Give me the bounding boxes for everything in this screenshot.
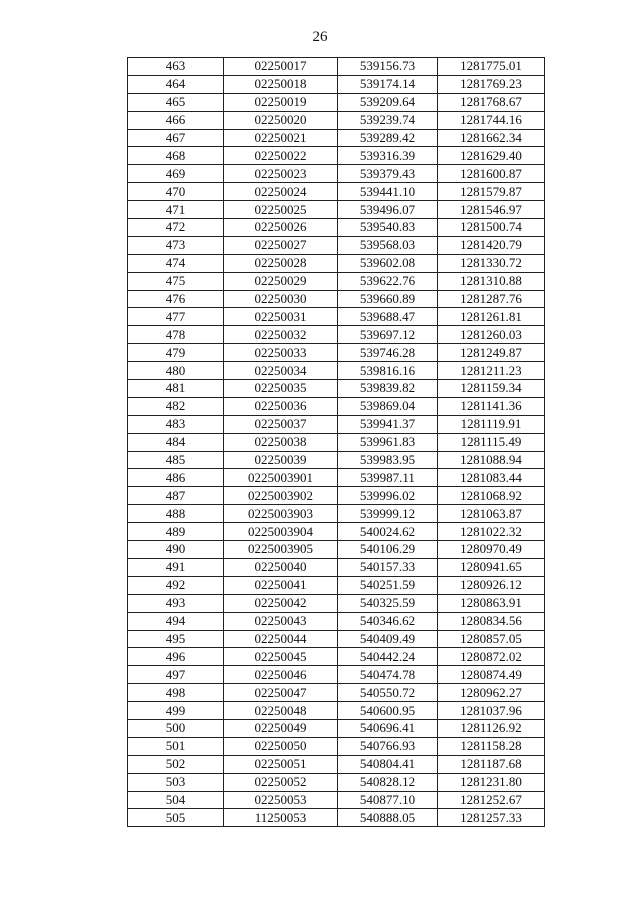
y-coordinate-cell: 1281037.96 bbox=[438, 702, 545, 720]
x-coordinate-cell: 539622.76 bbox=[338, 272, 438, 290]
x-coordinate-cell: 539239.74 bbox=[338, 111, 438, 129]
point-id-cell: 02250043 bbox=[224, 612, 338, 630]
y-coordinate-cell: 1281261.81 bbox=[438, 308, 545, 326]
row-number-cell: 499 bbox=[128, 702, 224, 720]
x-coordinate-cell: 539987.11 bbox=[338, 469, 438, 487]
y-coordinate-cell: 1280962.27 bbox=[438, 684, 545, 702]
y-coordinate-cell: 1281211.23 bbox=[438, 362, 545, 380]
row-number-cell: 481 bbox=[128, 380, 224, 398]
x-coordinate-cell: 539816.16 bbox=[338, 362, 438, 380]
table-row bbox=[128, 58, 545, 76]
y-coordinate-cell: 1281768.67 bbox=[438, 93, 545, 111]
row-number-cell: 497 bbox=[128, 666, 224, 684]
y-coordinate-cell: 1281252.67 bbox=[438, 791, 545, 809]
y-coordinate-cell: 1281141.36 bbox=[438, 397, 545, 415]
point-id-cell: 02250041 bbox=[224, 576, 338, 594]
row-number-cell: 501 bbox=[128, 737, 224, 755]
table-row bbox=[128, 165, 545, 183]
table-body bbox=[128, 58, 545, 827]
row-number-cell: 475 bbox=[128, 272, 224, 290]
x-coordinate-cell: 539289.42 bbox=[338, 129, 438, 147]
point-id-cell: 02250018 bbox=[224, 75, 338, 93]
row-number-cell: 470 bbox=[128, 183, 224, 201]
y-coordinate-cell: 1281115.49 bbox=[438, 433, 545, 451]
table-row bbox=[128, 541, 545, 559]
table-row bbox=[128, 469, 545, 487]
row-number-cell: 489 bbox=[128, 523, 224, 541]
table-row bbox=[128, 523, 545, 541]
row-number-cell: 486 bbox=[128, 469, 224, 487]
x-coordinate-cell: 539496.07 bbox=[338, 201, 438, 219]
table-row bbox=[128, 791, 545, 809]
point-id-cell: 02250021 bbox=[224, 129, 338, 147]
x-coordinate-cell: 539869.04 bbox=[338, 397, 438, 415]
x-coordinate-cell: 540442.24 bbox=[338, 648, 438, 666]
point-id-cell: 02250020 bbox=[224, 111, 338, 129]
row-number-cell: 504 bbox=[128, 791, 224, 809]
table-row bbox=[128, 505, 545, 523]
table-row bbox=[128, 290, 545, 308]
row-number-cell: 477 bbox=[128, 308, 224, 326]
point-id-cell: 02250053 bbox=[224, 791, 338, 809]
row-number-cell: 492 bbox=[128, 576, 224, 594]
point-id-cell: 02250025 bbox=[224, 201, 338, 219]
y-coordinate-cell: 1281187.68 bbox=[438, 755, 545, 773]
table-row bbox=[128, 415, 545, 433]
table-row bbox=[128, 719, 545, 737]
table-row bbox=[128, 380, 545, 398]
point-id-cell: 02250017 bbox=[224, 58, 338, 76]
y-coordinate-cell: 1281662.34 bbox=[438, 129, 545, 147]
x-coordinate-cell: 540804.41 bbox=[338, 755, 438, 773]
point-id-cell: 02250036 bbox=[224, 397, 338, 415]
y-coordinate-cell: 1281088.94 bbox=[438, 451, 545, 469]
point-id-cell: 02250048 bbox=[224, 702, 338, 720]
row-number-cell: 471 bbox=[128, 201, 224, 219]
row-number-cell: 476 bbox=[128, 290, 224, 308]
row-number-cell: 466 bbox=[128, 111, 224, 129]
x-coordinate-cell: 540346.62 bbox=[338, 612, 438, 630]
y-coordinate-cell: 1281231.80 bbox=[438, 773, 545, 791]
point-id-cell: 02250032 bbox=[224, 326, 338, 344]
row-number-cell: 487 bbox=[128, 487, 224, 505]
y-coordinate-cell: 1280872.02 bbox=[438, 648, 545, 666]
row-number-cell: 493 bbox=[128, 594, 224, 612]
x-coordinate-cell: 540474.78 bbox=[338, 666, 438, 684]
x-coordinate-cell: 539174.14 bbox=[338, 75, 438, 93]
point-id-cell: 02250039 bbox=[224, 451, 338, 469]
y-coordinate-cell: 1281600.87 bbox=[438, 165, 545, 183]
point-id-cell: 02250044 bbox=[224, 630, 338, 648]
row-number-cell: 464 bbox=[128, 75, 224, 93]
x-coordinate-cell: 539316.39 bbox=[338, 147, 438, 165]
table-row bbox=[128, 702, 545, 720]
x-coordinate-cell: 539688.47 bbox=[338, 308, 438, 326]
y-coordinate-cell: 1281126.92 bbox=[438, 719, 545, 737]
x-coordinate-cell: 540828.12 bbox=[338, 773, 438, 791]
x-coordinate-cell: 540325.59 bbox=[338, 594, 438, 612]
row-number-cell: 472 bbox=[128, 219, 224, 237]
x-coordinate-cell: 540600.95 bbox=[338, 702, 438, 720]
y-coordinate-cell: 1280874.49 bbox=[438, 666, 545, 684]
page-number: 26 bbox=[312, 29, 328, 45]
table-row bbox=[128, 254, 545, 272]
y-coordinate-cell: 1281500.74 bbox=[438, 219, 545, 237]
y-coordinate-cell: 1281083.44 bbox=[438, 469, 545, 487]
row-number-cell: 491 bbox=[128, 558, 224, 576]
y-coordinate-cell: 1280834.56 bbox=[438, 612, 545, 630]
row-number-cell: 494 bbox=[128, 612, 224, 630]
point-id-cell: 0225003903 bbox=[224, 505, 338, 523]
table-row bbox=[128, 755, 545, 773]
y-coordinate-cell: 1281022.32 bbox=[438, 523, 545, 541]
point-id-cell: 02250033 bbox=[224, 344, 338, 362]
y-coordinate-cell: 1281546.97 bbox=[438, 201, 545, 219]
x-coordinate-cell: 539746.28 bbox=[338, 344, 438, 362]
table-row bbox=[128, 773, 545, 791]
y-coordinate-cell: 1280926.12 bbox=[438, 576, 545, 594]
y-coordinate-cell: 1281579.87 bbox=[438, 183, 545, 201]
table-row bbox=[128, 451, 545, 469]
point-id-cell: 02250023 bbox=[224, 165, 338, 183]
point-id-cell: 02250042 bbox=[224, 594, 338, 612]
y-coordinate-cell: 1280857.05 bbox=[438, 630, 545, 648]
table-row bbox=[128, 147, 545, 165]
table-row bbox=[128, 397, 545, 415]
x-coordinate-cell: 539568.03 bbox=[338, 236, 438, 254]
table-row bbox=[128, 684, 545, 702]
row-number-cell: 503 bbox=[128, 773, 224, 791]
y-coordinate-cell: 1281119.91 bbox=[438, 415, 545, 433]
table-row bbox=[128, 594, 545, 612]
x-coordinate-cell: 539996.02 bbox=[338, 487, 438, 505]
point-id-cell: 0225003902 bbox=[224, 487, 338, 505]
table-row bbox=[128, 236, 545, 254]
point-id-cell: 11250053 bbox=[224, 809, 338, 827]
x-coordinate-cell: 539660.89 bbox=[338, 290, 438, 308]
point-id-cell: 02250028 bbox=[224, 254, 338, 272]
table-row bbox=[128, 308, 545, 326]
row-number-cell: 496 bbox=[128, 648, 224, 666]
row-number-cell: 483 bbox=[128, 415, 224, 433]
point-id-cell: 02250050 bbox=[224, 737, 338, 755]
row-number-cell: 482 bbox=[128, 397, 224, 415]
y-coordinate-cell: 1281420.79 bbox=[438, 236, 545, 254]
table-row bbox=[128, 612, 545, 630]
table-row bbox=[128, 129, 545, 147]
point-id-cell: 02250027 bbox=[224, 236, 338, 254]
x-coordinate-cell: 539441.10 bbox=[338, 183, 438, 201]
y-coordinate-cell: 1281257.33 bbox=[438, 809, 545, 827]
table-row bbox=[128, 201, 545, 219]
row-number-cell: 467 bbox=[128, 129, 224, 147]
x-coordinate-cell: 540766.93 bbox=[338, 737, 438, 755]
row-number-cell: 473 bbox=[128, 236, 224, 254]
x-coordinate-cell: 539540.83 bbox=[338, 219, 438, 237]
y-coordinate-cell: 1281629.40 bbox=[438, 147, 545, 165]
row-number-cell: 463 bbox=[128, 58, 224, 76]
x-coordinate-cell: 540251.59 bbox=[338, 576, 438, 594]
point-id-cell: 02250045 bbox=[224, 648, 338, 666]
row-number-cell: 502 bbox=[128, 755, 224, 773]
point-id-cell: 02250034 bbox=[224, 362, 338, 380]
point-id-cell: 02250038 bbox=[224, 433, 338, 451]
table-row bbox=[128, 93, 545, 111]
y-coordinate-cell: 1281775.01 bbox=[438, 58, 545, 76]
y-coordinate-cell: 1281744.16 bbox=[438, 111, 545, 129]
point-id-cell: 0225003905 bbox=[224, 541, 338, 559]
row-number-cell: 465 bbox=[128, 93, 224, 111]
row-number-cell: 488 bbox=[128, 505, 224, 523]
table-row bbox=[128, 75, 545, 93]
table-row bbox=[128, 362, 545, 380]
point-id-cell: 02250040 bbox=[224, 558, 338, 576]
y-coordinate-cell: 1280970.49 bbox=[438, 541, 545, 559]
row-number-cell: 485 bbox=[128, 451, 224, 469]
row-number-cell: 490 bbox=[128, 541, 224, 559]
table-row bbox=[128, 326, 545, 344]
row-number-cell: 498 bbox=[128, 684, 224, 702]
point-id-cell: 02250035 bbox=[224, 380, 338, 398]
y-coordinate-cell: 1281068.92 bbox=[438, 487, 545, 505]
x-coordinate-cell: 540157.33 bbox=[338, 558, 438, 576]
y-coordinate-cell: 1280941.65 bbox=[438, 558, 545, 576]
x-coordinate-cell: 540024.62 bbox=[338, 523, 438, 541]
x-coordinate-cell: 540409.49 bbox=[338, 630, 438, 648]
point-id-cell: 02250037 bbox=[224, 415, 338, 433]
point-id-cell: 02250052 bbox=[224, 773, 338, 791]
point-id-cell: 02250049 bbox=[224, 719, 338, 737]
x-coordinate-cell: 540696.41 bbox=[338, 719, 438, 737]
table-row bbox=[128, 630, 545, 648]
x-coordinate-cell: 539839.82 bbox=[338, 380, 438, 398]
table-row bbox=[128, 111, 545, 129]
point-id-cell: 02250030 bbox=[224, 290, 338, 308]
point-id-cell: 0225003904 bbox=[224, 523, 338, 541]
y-coordinate-cell: 1281063.87 bbox=[438, 505, 545, 523]
x-coordinate-cell: 539209.64 bbox=[338, 93, 438, 111]
y-coordinate-cell: 1281287.76 bbox=[438, 290, 545, 308]
y-coordinate-cell: 1280863.91 bbox=[438, 594, 545, 612]
row-number-cell: 468 bbox=[128, 147, 224, 165]
x-coordinate-cell: 539156.73 bbox=[338, 58, 438, 76]
point-id-cell: 02250029 bbox=[224, 272, 338, 290]
point-id-cell: 02250051 bbox=[224, 755, 338, 773]
table-row bbox=[128, 272, 545, 290]
point-id-cell: 02250031 bbox=[224, 308, 338, 326]
point-id-cell: 02250019 bbox=[224, 93, 338, 111]
row-number-cell: 500 bbox=[128, 719, 224, 737]
y-coordinate-cell: 1281769.23 bbox=[438, 75, 545, 93]
row-number-cell: 505 bbox=[128, 809, 224, 827]
y-coordinate-cell: 1281249.87 bbox=[438, 344, 545, 362]
point-id-cell: 02250047 bbox=[224, 684, 338, 702]
y-coordinate-cell: 1281260.03 bbox=[438, 326, 545, 344]
point-id-cell: 02250046 bbox=[224, 666, 338, 684]
row-number-cell: 495 bbox=[128, 630, 224, 648]
row-number-cell: 474 bbox=[128, 254, 224, 272]
table-row bbox=[128, 809, 545, 827]
point-id-cell: 02250024 bbox=[224, 183, 338, 201]
x-coordinate-cell: 539602.08 bbox=[338, 254, 438, 272]
table-row bbox=[128, 648, 545, 666]
coordinates-table bbox=[127, 57, 545, 827]
x-coordinate-cell: 540550.72 bbox=[338, 684, 438, 702]
table-row bbox=[128, 219, 545, 237]
table-row bbox=[128, 344, 545, 362]
y-coordinate-cell: 1281310.88 bbox=[438, 272, 545, 290]
x-coordinate-cell: 540106.29 bbox=[338, 541, 438, 559]
y-coordinate-cell: 1281330.72 bbox=[438, 254, 545, 272]
x-coordinate-cell: 539983.95 bbox=[338, 451, 438, 469]
row-number-cell: 478 bbox=[128, 326, 224, 344]
row-number-cell: 480 bbox=[128, 362, 224, 380]
table-row bbox=[128, 433, 545, 451]
row-number-cell: 484 bbox=[128, 433, 224, 451]
table-row bbox=[128, 737, 545, 755]
x-coordinate-cell: 539999.12 bbox=[338, 505, 438, 523]
point-id-cell: 0225003901 bbox=[224, 469, 338, 487]
x-coordinate-cell: 539961.83 bbox=[338, 433, 438, 451]
y-coordinate-cell: 1281158.28 bbox=[438, 737, 545, 755]
x-coordinate-cell: 540877.10 bbox=[338, 791, 438, 809]
x-coordinate-cell: 539941.37 bbox=[338, 415, 438, 433]
table-row bbox=[128, 183, 545, 201]
row-number-cell: 469 bbox=[128, 165, 224, 183]
y-coordinate-cell: 1281159.34 bbox=[438, 380, 545, 398]
point-id-cell: 02250026 bbox=[224, 219, 338, 237]
point-id-cell: 02250022 bbox=[224, 147, 338, 165]
row-number-cell: 479 bbox=[128, 344, 224, 362]
x-coordinate-cell: 539697.12 bbox=[338, 326, 438, 344]
table-row bbox=[128, 487, 545, 505]
table-row bbox=[128, 666, 545, 684]
x-coordinate-cell: 539379.43 bbox=[338, 165, 438, 183]
table-row bbox=[128, 576, 545, 594]
table-row bbox=[128, 558, 545, 576]
x-coordinate-cell: 540888.05 bbox=[338, 809, 438, 827]
